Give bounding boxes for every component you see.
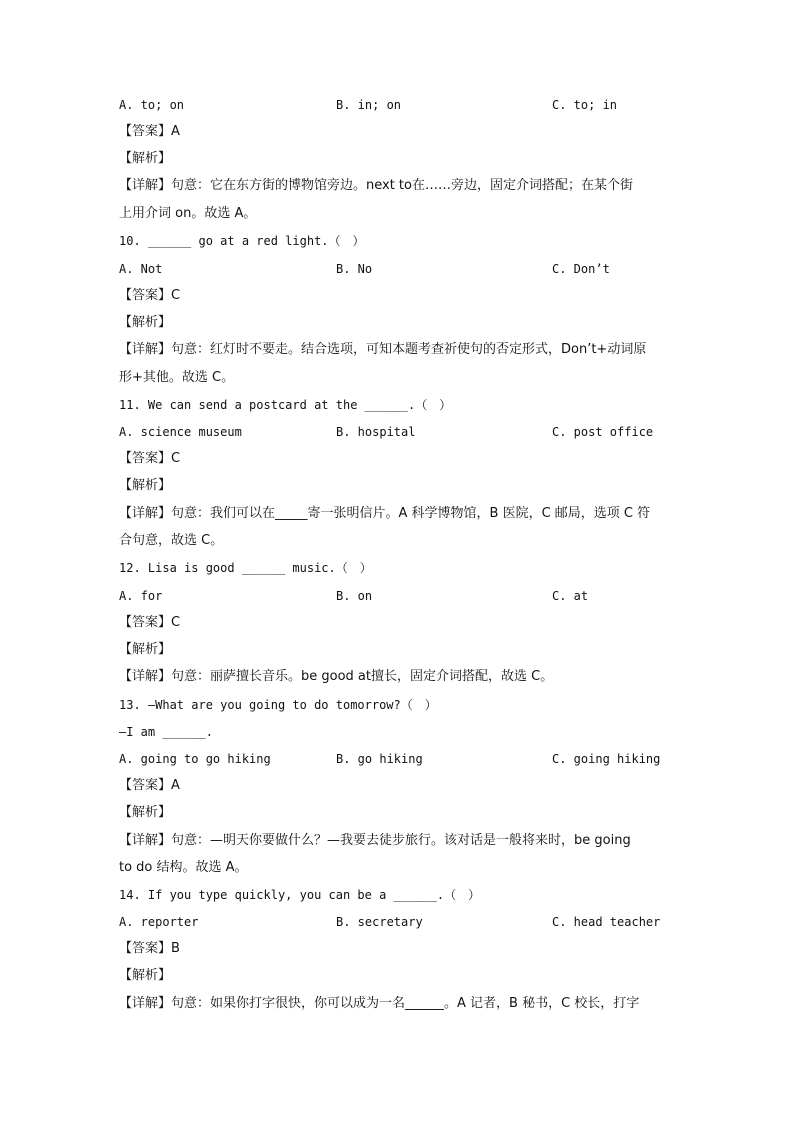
option-a: A. going to go hiking [119,752,271,766]
option-c: C. to; in [552,98,618,112]
option-b: B. hospital [336,425,416,439]
answer-line: 上用介词 on。故选 A。 [119,206,257,221]
option-a: A. science museum [119,425,242,439]
question-line: 11. We can send a postcard at the ______.（ ） [119,398,452,412]
answer-line: 合句意，故选 C。 [119,533,224,548]
answer-line: to do 结构。故选 A。 [119,860,248,875]
answer-line: 【解析】 [119,805,172,820]
option-a: A. for [119,589,163,603]
option-c: C. going hiking [552,752,661,766]
option-a: A. reporter [119,915,199,929]
answer-line: 【详解】句意：它在东方街的博物馆旁边。next to在……旁边，固定介词搭配；在某个街 [119,178,633,193]
question-line: —I am ______. [119,725,213,739]
answer-line: 【详解】句意：如果你打字很快，你可以成为一名______。A 记者，B 秘书，C 校长，打字 [119,996,640,1011]
question-line: 10. ______ go at a red light.（ ） [119,234,365,248]
option-a: A. Not [119,262,163,276]
answer-line: 【答案】C [119,451,181,466]
answer-line: 【解析】 [119,478,172,493]
option-c: C. post office [552,425,654,439]
answer-line: 【答案】C [119,288,181,303]
option-c: C. at [552,589,589,603]
option-b: B. No [336,262,373,276]
question-line: 12. Lisa is good ______ music.（ ） [119,561,372,575]
answer-line: 【答案】C [119,615,181,630]
answer-line: 【详解】句意：红灯时不要走。结合选项，可知本题考查祈使句的否定形式，Don’t+动词原 [119,342,647,357]
option-b: B. on [336,589,373,603]
answer-line: 【详解】句意：—明天你要做什么？—我要去徒步旅行。该对话是一般将来时，be going [119,833,631,848]
answer-line: 【答案】A [119,778,180,793]
answer-line: 【解析】 [119,642,172,657]
option-b: B. go hiking [336,752,423,766]
answer-line: 形+其他。故选 C。 [119,370,235,385]
question-line: 14. If you type quickly, you can be a ______.（ ） [119,888,481,902]
answer-line: 【答案】B [119,941,180,956]
answer-line: 【答案】A [119,124,180,139]
answer-line: 【解析】 [119,315,172,330]
question-line: 13. —What are you going to do tomorrow?（ ） [119,698,437,712]
option-b: B. secretary [336,915,423,929]
answer-line: 【解析】 [119,968,172,983]
answer-line: 【详解】句意：丽萨擅长音乐。be good at擅长，固定介词搭配，故选 C。 [119,669,554,684]
answer-line: 【详解】句意：我们可以在_____寄一张明信片。A 科学博物馆，B 医院，C 邮局，选项 C 符 [119,506,651,521]
option-c: C. Don’t [552,262,610,276]
option-a: A. to; on [119,98,185,112]
answer-line: 【解析】 [119,151,172,166]
option-b: B. in; on [336,98,402,112]
option-c: C. head teacher [552,915,661,929]
